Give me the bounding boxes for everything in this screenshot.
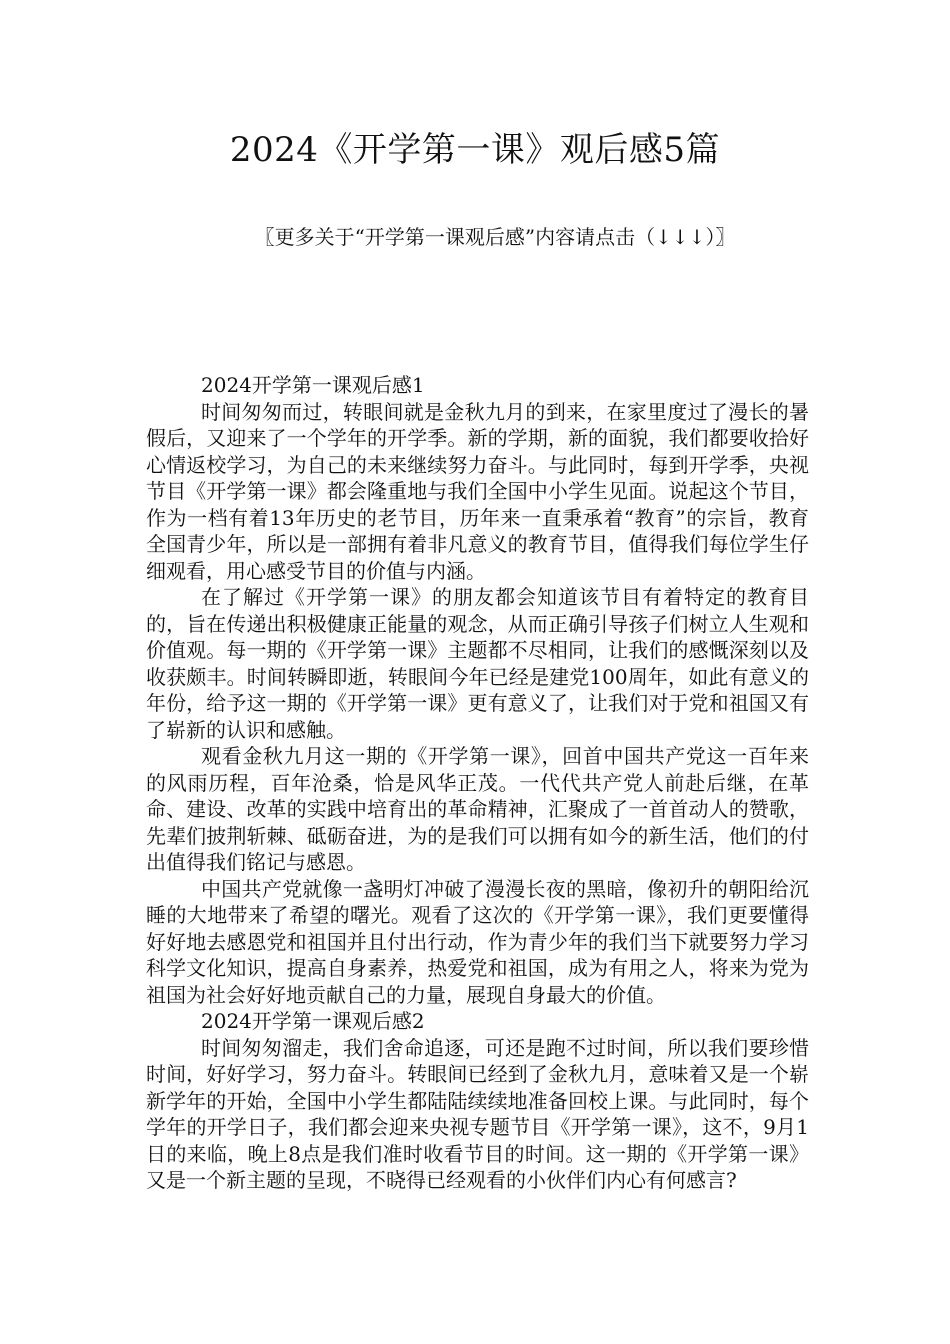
section-heading-1: 2024开学第一课观后感1 [201,373,425,397]
paragraph: 中国共产党就像一盏明灯冲破了漫漫长夜的黑暗，像初升的朝阳给沉睡的大地带来了希望的曙光。观看了这次的《开学第一课》，我们更要懂得好好地去感恩党和祖国并且付出行动，作为青少年的我们当下就要努力学习科学文化知识，提高自身素养，热爱党和祖国，成为有用之人，将来为党为祖国为社会好好地贡献自己的力量，展现自身最大的价值。 [146,876,809,1007]
paragraph: 时间匆匆而过，转眼间就是金秋九月的到来，在家里度过了漫长的暑假后，又迎来了一个学年的开学季。新的学期，新的面貌，我们都要收拾好心情返校学习，为自己的未来继续努力奋斗。与此同时，每到开学季，央视节目《开学第一课》都会隆重地与我们全国中小学生见面。说起这个节目，作为一档有着13年历史的老节目，历年来一直秉承着“教育”的宗旨，教育全国青少年，所以是一部拥有着非凡意义的教育节目，值得我们每位学生仔细观看，用心感受节目的价值与内涵。 [146,399,809,583]
section-heading-2: 2024开学第一课观后感2 [201,1009,425,1033]
document-title: 2024《开学第一课》观后感5篇 [229,130,721,170]
paragraph: 在了解过《开学第一课》的朋友都会知道该节目有着特定的教育目的，旨在传递出积极健康正能量的观念，从而正确引导孩子们树立人生观和价值观。每一期的《开学第一课》主题都不尽相同，让我们的感慨深刻以及收获颇丰。时间转瞬即逝，转眼间今年已经是建党100周年，如此有意义的年份，给予这一期的《开学第一课》更有意义了，让我们对于党和祖国又有了崭新的认识和感触。 [146,585,809,742]
paragraph: 时间匆匆溜走，我们舍命追逐，可还是跑不过时间，所以我们要珍惜时间，好好学习，努力奋斗。转眼间已经到了金秋九月，意味着又是一个崭新学年的开始，全国中小学生都陆陆续续地准备回校上课。与此同时，每个学年的开学日子，我们都会迎来央视专题节目《开学第一课》，这不，9月1日的来临，晚上8点是我们准时收看节目的时间。这一期的《开学第一课》又是一个新主题的呈现，不晓得已经观看的小伙伴们内心有何感言? [146,1035,809,1192]
article-body [146,372,809,1194]
paragraph: 观看金秋九月这一期的《开学第一课》，回首中国共产党这一百年来的风雨历程，百年沧桑，恰是风华正茂。一代代共产党人前赴后继，在革命、建设、改革的实践中培育出的革命精神，汇聚成了一首首动人的赞歌，先辈们披荆斩棘、砥砺奋进，为的是我们可以拥有如今的新生活，他们的付出值得我们铭记与感恩。 [146,744,809,874]
more-content-link[interactable]: 〖更多关于“开学第一课观后感”内容请点击（↓↓↓）〗 [254,225,736,249]
